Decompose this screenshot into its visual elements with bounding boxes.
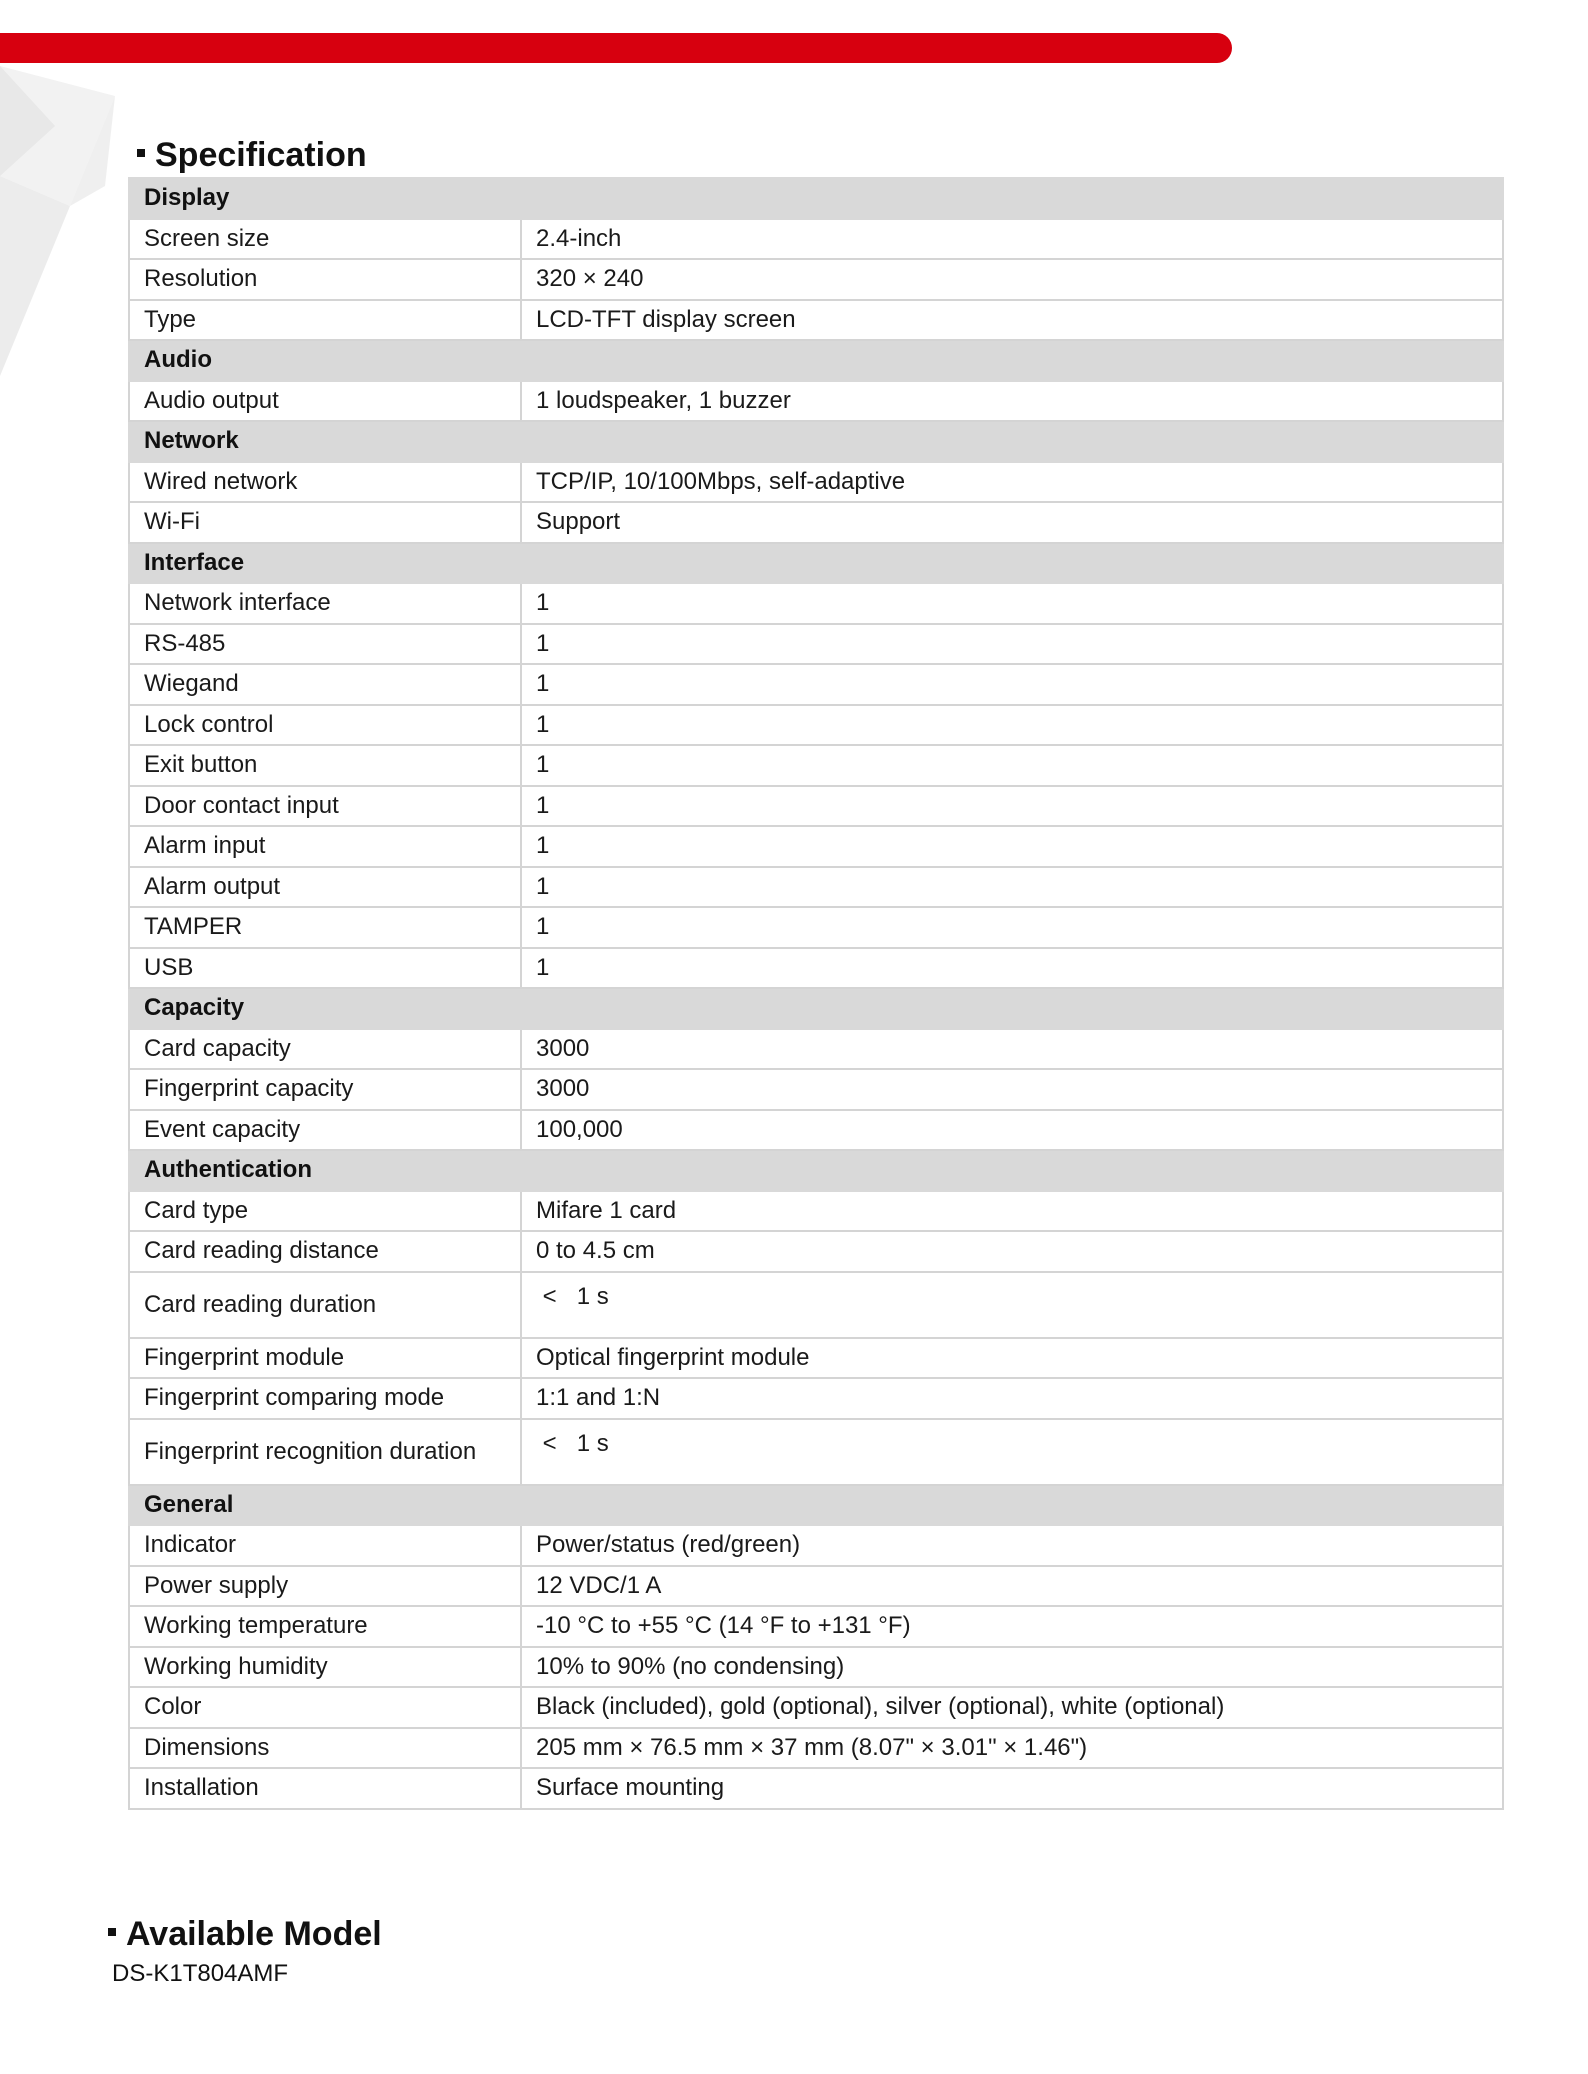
spec-label: Working temperature (129, 1606, 521, 1647)
table-row (129, 1231, 1503, 1272)
spec-label: RS-485 (129, 624, 521, 665)
category-label: General (129, 1485, 1503, 1526)
spec-label: Power supply (129, 1566, 521, 1607)
specification-table-body (129, 178, 1503, 1809)
spec-label: Color (129, 1687, 521, 1728)
category-row (129, 1150, 1503, 1191)
spec-label: Type (129, 300, 521, 341)
table-row (129, 1768, 1503, 1809)
spec-value: 1 (521, 867, 1503, 908)
spec-label: Card capacity (129, 1029, 521, 1070)
table-row (129, 786, 1503, 827)
spec-label: Card type (129, 1191, 521, 1232)
spec-label: Audio output (129, 381, 521, 422)
specification-heading (137, 138, 367, 172)
table-row (129, 624, 1503, 665)
table-row (129, 1728, 1503, 1769)
table-row (129, 745, 1503, 786)
table-row (129, 826, 1503, 867)
spec-value: 1 loudspeaker, 1 buzzer (521, 381, 1503, 422)
table-row (129, 1272, 1503, 1338)
spec-value: 1 (521, 745, 1503, 786)
spec-value: 1 (521, 705, 1503, 746)
spec-value: -10 °C to +55 °C (14 °F to +131 °F) (521, 1606, 1503, 1647)
spec-value: Support (521, 502, 1503, 543)
category-row (129, 421, 1503, 462)
table-row (129, 705, 1503, 746)
spec-label: Alarm output (129, 867, 521, 908)
table-row (129, 502, 1503, 543)
spec-label: TAMPER (129, 907, 521, 948)
spec-value: 1:1 and 1:N (521, 1378, 1503, 1419)
top-accent-bar (0, 33, 1232, 63)
spec-value: 1 (521, 664, 1503, 705)
table-row (129, 1069, 1503, 1110)
spec-value: 12 VDC/1 A (521, 1566, 1503, 1607)
table-row (129, 1338, 1503, 1379)
spec-label: USB (129, 948, 521, 989)
model-name: DS-K1T804AMF (112, 1960, 289, 1987)
spec-value: 1 (521, 948, 1503, 989)
spec-label: Wired network (129, 462, 521, 503)
specification-heading-text: Specification (155, 136, 367, 174)
spec-value: 100,000 (521, 1110, 1503, 1151)
spec-value: < 1 s (521, 1419, 1503, 1485)
spec-value: Surface mounting (521, 1768, 1503, 1809)
category-label: Authentication (129, 1150, 1503, 1191)
table-row (129, 1378, 1503, 1419)
spec-label: Working humidity (129, 1647, 521, 1688)
table-row (129, 1687, 1503, 1728)
spec-value: 2.4-inch (521, 219, 1503, 260)
table-row (129, 381, 1503, 422)
table-row (129, 1110, 1503, 1151)
spec-label: Resolution (129, 259, 521, 300)
spec-label: Indicator (129, 1525, 521, 1566)
spec-value: 1 (521, 907, 1503, 948)
category-label: Network (129, 421, 1503, 462)
spec-label: Dimensions (129, 1728, 521, 1769)
spec-label: Fingerprint recognition duration (129, 1419, 521, 1485)
spec-value: Black (included), gold (optional), silver (optional), white (optional) (521, 1687, 1503, 1728)
spec-value: 1 (521, 786, 1503, 827)
spec-label: Event capacity (129, 1110, 521, 1151)
table-row (129, 867, 1503, 908)
spec-value: 3000 (521, 1069, 1503, 1110)
table-row (129, 462, 1503, 503)
spec-value: 10% to 90% (no condensing) (521, 1647, 1503, 1688)
category-row (129, 1485, 1503, 1526)
bullet-icon (108, 1928, 116, 1936)
decorative-watermark (0, 66, 130, 386)
spec-label: Screen size (129, 219, 521, 260)
category-row (129, 340, 1503, 381)
category-label: Interface (129, 543, 1503, 584)
table-row (129, 259, 1503, 300)
spec-value: 1 (521, 583, 1503, 624)
available-model-heading (108, 1917, 382, 1951)
table-row (129, 1029, 1503, 1070)
spec-value: 320 × 240 (521, 259, 1503, 300)
table-row (129, 1606, 1503, 1647)
table-row (129, 1419, 1503, 1485)
category-label: Capacity (129, 988, 1503, 1029)
table-row (129, 1647, 1503, 1688)
spec-label: Card reading distance (129, 1231, 521, 1272)
spec-value: Optical fingerprint module (521, 1338, 1503, 1379)
category-label: Audio (129, 340, 1503, 381)
spec-value: Mifare 1 card (521, 1191, 1503, 1232)
table-row (129, 219, 1503, 260)
category-row (129, 543, 1503, 584)
spec-label: Fingerprint comparing mode (129, 1378, 521, 1419)
spec-label: Fingerprint module (129, 1338, 521, 1379)
table-row (129, 1191, 1503, 1232)
spec-value: LCD-TFT display screen (521, 300, 1503, 341)
spec-value: 0 to 4.5 cm (521, 1231, 1503, 1272)
table-row (129, 300, 1503, 341)
table-row (129, 907, 1503, 948)
category-row (129, 988, 1503, 1029)
spec-value: < 1 s (521, 1272, 1503, 1338)
spec-value: TCP/IP, 10/100Mbps, self-adaptive (521, 462, 1503, 503)
spec-label: Card reading duration (129, 1272, 521, 1338)
spec-value: 1 (521, 826, 1503, 867)
spec-label: Wi-Fi (129, 502, 521, 543)
bullet-icon (137, 149, 145, 157)
spec-label: Wiegand (129, 664, 521, 705)
spec-value: 1 (521, 624, 1503, 665)
table-row (129, 1566, 1503, 1607)
specification-table (128, 177, 1504, 1810)
spec-label: Lock control (129, 705, 521, 746)
spec-value: 205 mm × 76.5 mm × 37 mm (8.07" × 3.01" × 1.46") (521, 1728, 1503, 1769)
spec-value: Power/status (red/green) (521, 1525, 1503, 1566)
spec-label: Installation (129, 1768, 521, 1809)
spec-label: Alarm input (129, 826, 521, 867)
spec-label: Fingerprint capacity (129, 1069, 521, 1110)
category-label: Display (129, 178, 1503, 219)
table-row (129, 664, 1503, 705)
spec-label: Exit button (129, 745, 521, 786)
table-row (129, 948, 1503, 989)
available-model-heading-text: Available Model (126, 1915, 382, 1953)
spec-label: Network interface (129, 583, 521, 624)
table-row (129, 583, 1503, 624)
category-row (129, 178, 1503, 219)
spec-value: 3000 (521, 1029, 1503, 1070)
spec-label: Door contact input (129, 786, 521, 827)
table-row (129, 1525, 1503, 1566)
